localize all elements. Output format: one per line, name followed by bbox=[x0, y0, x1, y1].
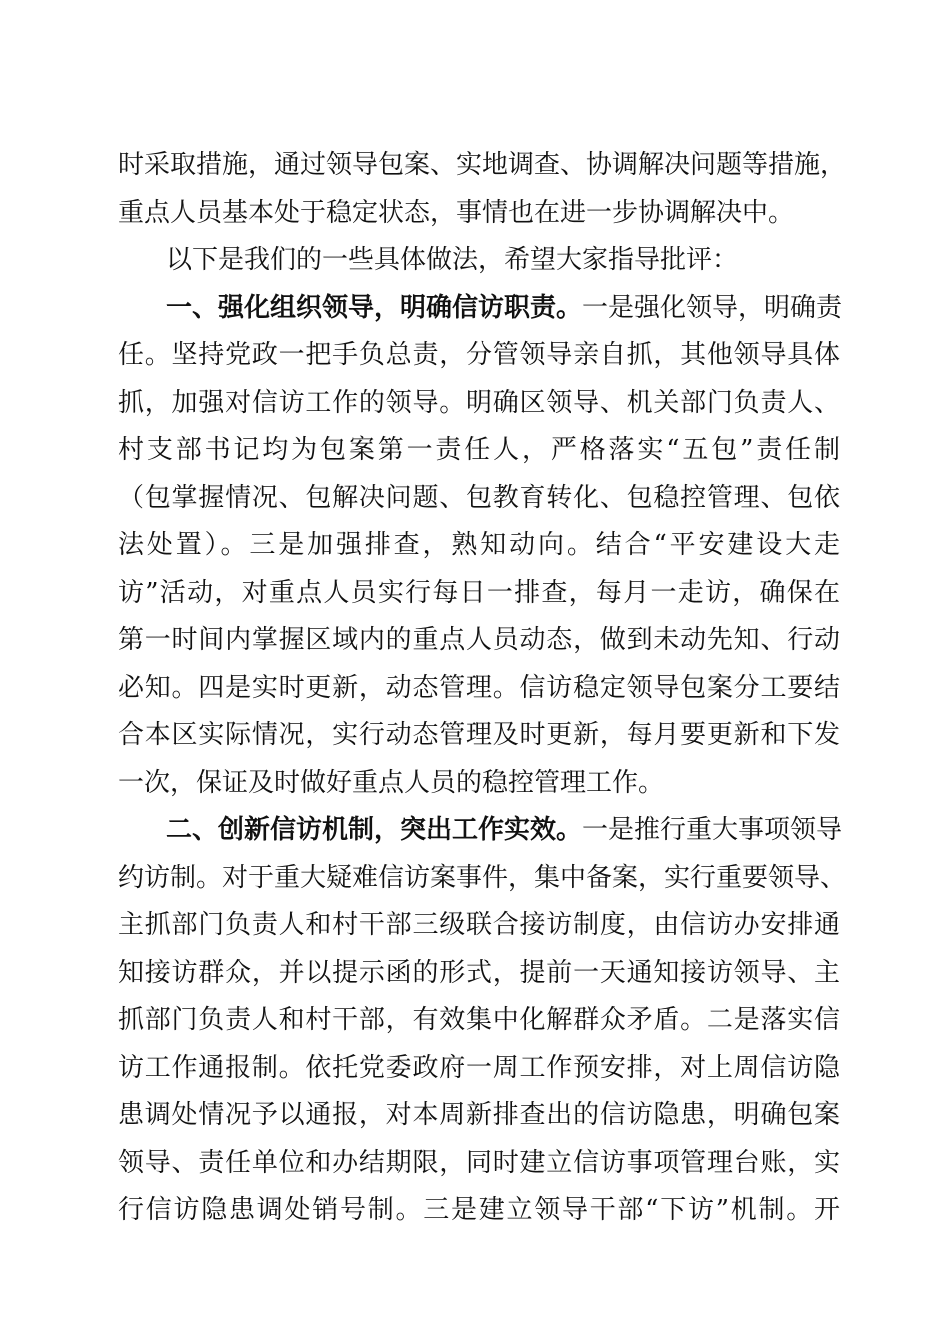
text-line: 任。坚持党政一把手负总责，分管领导亲自抓，其他领导具体 bbox=[118, 340, 840, 370]
text-line: 时采取措施，通过领导包案、实地调查、协调解决问题等措施， bbox=[118, 150, 847, 180]
text-line: 领导、责任单位和办结期限，同时建立信访事项管理台账，实 bbox=[118, 1147, 840, 1178]
section-two-heading: 二、创新信访机制，突出工作实效。 bbox=[166, 815, 583, 845]
document-body bbox=[118, 142, 847, 1235]
text-line: 抓部门负责人和村干部，有效集中化解群众矛盾。二是落实信 bbox=[118, 1005, 840, 1035]
section-one-first-line bbox=[118, 285, 843, 333]
text-line: 第一时间内掌握区域内的重点人员动态，做到未动先知、行动 bbox=[118, 625, 840, 655]
text-line: 访工作通报制。依托党委政府一周工作预安排，对上周信访隐 bbox=[118, 1052, 840, 1083]
text-line: 患调处情况予以通报，对本周新排查出的信访隐患，明确包案 bbox=[118, 1100, 840, 1130]
text-line: 访”活动，对重点人员实行每日一排查，每月一走访，确保在 bbox=[118, 577, 840, 608]
text-line: （包掌握情况、包解决问题、包教育转化、包稳控管理、包依 bbox=[118, 482, 840, 513]
section-one-heading: 一、强化组织领导，明确信访职责。 bbox=[166, 292, 583, 323]
section-one-lead-text: 一是强化领导，明确责 bbox=[582, 292, 843, 323]
section-two-lead-text: 一是推行重大事项领导 bbox=[582, 815, 843, 845]
text-line: 行信访隐患调处销号制。三是建立领导干部“下访”机制。开 bbox=[118, 1195, 840, 1225]
text-line: 知接访群众，并以提示函的形式，提前一天通知接访领导、主 bbox=[118, 957, 840, 988]
section-two-first-line bbox=[118, 807, 843, 855]
text-line: 必知。四是实时更新，动态管理。信访稳定领导包案分工要结 bbox=[118, 672, 840, 703]
text-line: 法处置）。三是加强排查，熟知动向。结合“平安建设大走 bbox=[118, 530, 840, 560]
text-line: 村支部书记均为包案第一责任人，严格落实“五包”责任制 bbox=[118, 435, 840, 465]
text-line: 重点人员基本处于稳定状态，事情也在进一步协调解决中。 bbox=[118, 197, 795, 228]
intro-paragraph: 以下是我们的一些具体做法，希望大家指导批评： bbox=[166, 245, 739, 275]
text-line: 约访制。对于重大疑难信访案事件，集中备案，实行重要领导、 bbox=[118, 862, 847, 893]
text-line: 一次，保证及时做好重点人员的稳控管理工作。 bbox=[118, 767, 665, 798]
text-line: 主抓部门负责人和村干部三级联合接访制度，由信访办安排通 bbox=[118, 910, 840, 940]
text-line: 抓，加强对信访工作的领导。明确区领导、机关部门负责人、 bbox=[118, 387, 840, 418]
text-line: 合本区实际情况，实行动态管理及时更新，每月要更新和下发 bbox=[118, 720, 840, 750]
